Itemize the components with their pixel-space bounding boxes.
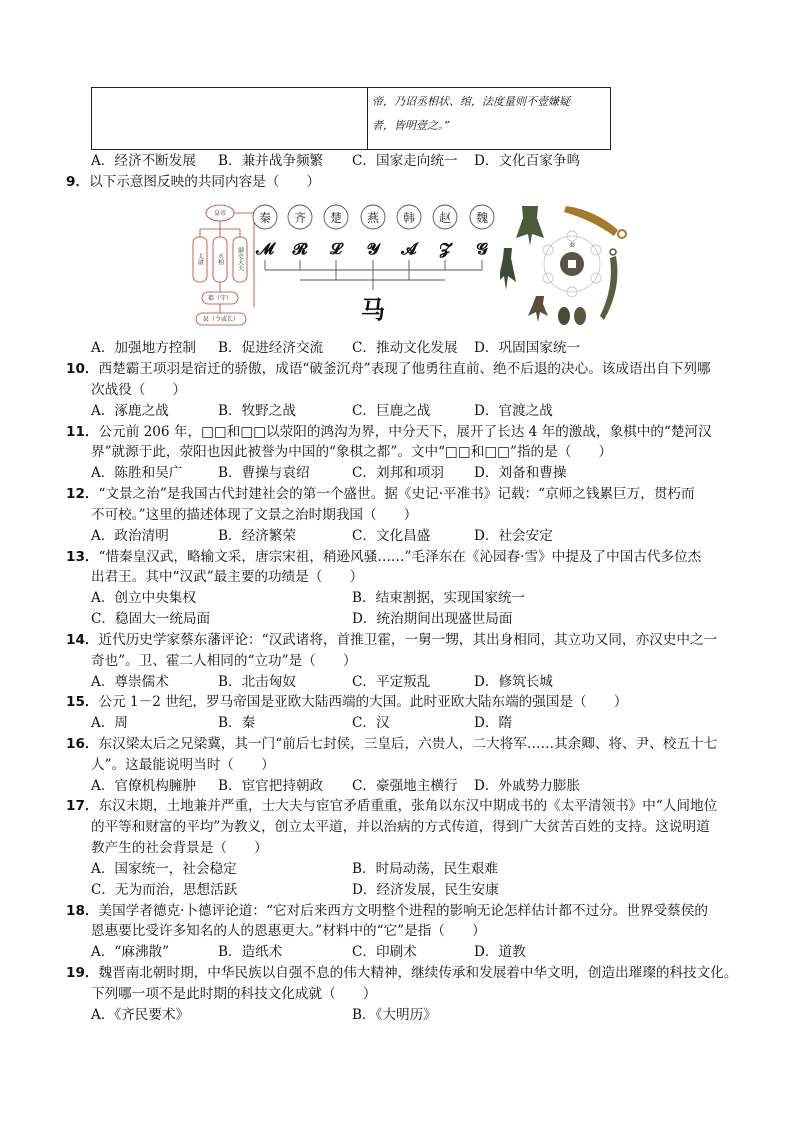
gov-label-chengxiang: 丞相: [216, 253, 224, 265]
q11-option-a: A．陈胜和吴广: [91, 465, 183, 481]
coin-center-label: 秦: [568, 242, 576, 249]
seal-char-chu: 𝓛: [330, 239, 342, 258]
unified-seal-char: 马: [361, 295, 385, 324]
question-11-stem-line-2: 界”就源于此，荥阳也因此被誉为中国的“象棋之都”。文中“□□和□□”指的是（ ）: [91, 444, 613, 460]
state-zhao: 赵: [438, 211, 452, 225]
q14-option-d: D．修筑长城: [474, 674, 553, 690]
q16-option-a: A．官僚机构臃肿: [91, 778, 196, 794]
q8-option-b: B．兼并战争频繁: [218, 153, 324, 169]
question-11-stem-line-1: [66, 423, 712, 442]
q9-option-b: B．促进经济交流: [218, 340, 324, 356]
q12-option-a: A．政治清明: [91, 528, 169, 544]
q17-option-b: B．时局动荡，民生艰难: [352, 861, 498, 877]
q11-option-c: C．刘邦和项羽: [352, 465, 444, 481]
q13-option-d: D．统治期间出现盛世局面: [352, 611, 513, 627]
q14-option-b: B．北击匈奴: [218, 674, 296, 690]
q15-option-b: B．秦: [218, 715, 256, 731]
q12-option-c: C．文化昌盛: [352, 528, 431, 544]
gov-label-emperor: 皇帝: [213, 210, 227, 217]
curved-knife-coin-icon: [600, 256, 618, 320]
question-16-stem-line-2: 人”。这最能说明当时（ ）: [91, 757, 275, 773]
q18-option-d: D．道教: [474, 944, 526, 960]
q19-option-a: A．《齐民要术》: [91, 1007, 190, 1023]
question-14-stem-line-2: 奇也”。卫、霍二人相同的“立功”是（ ）: [91, 653, 357, 669]
question-number: 18．: [66, 903, 99, 919]
question-13-stem-line-2: 出君王。其中“汉武”最主要的功绩是（ ）: [91, 569, 364, 585]
q12-option-d: D．社会安定: [474, 528, 553, 544]
question-number: 15．: [66, 694, 99, 710]
q18-option-b: B．造纸术: [218, 944, 283, 960]
q19-option-b: B．《大明历》: [352, 1007, 437, 1023]
script-unification-diagram: [244, 200, 502, 330]
q16-option-b: B．宦官把持朝政: [218, 778, 324, 794]
q10-option-d: D．官渡之战: [474, 403, 553, 419]
ant-nose-coin-icon: [558, 307, 570, 325]
question-number: 14．: [66, 632, 99, 648]
question-17-stem-line-2: 的平等和财富的平均”为教义，创立太平道，并以治病的方式传道，得到广大贫苦百姓的支持。这说明道: [91, 819, 710, 835]
state-qi: 齐: [293, 211, 307, 225]
seal-char-qin: 𝓜: [256, 239, 274, 258]
q9-option-c: C．推动文化发展: [352, 340, 458, 356]
question-text: “惜秦皇汉武，略输文采，唐宗宋祖，稍逊风骚……”毛泽东在《沁园春·雪》中提及了中国古代多位杰: [98, 549, 702, 565]
q17-option-d: D．经济发展，民生安康: [352, 882, 499, 898]
state-qin: 秦: [258, 211, 272, 225]
gov-label-taiwei: 太尉: [196, 253, 204, 265]
q17-option-c: C．无为而治，思想活跃: [91, 882, 238, 898]
q11-option-b: B．曹操与袁绍: [218, 465, 310, 481]
question-12-stem-line-2: 不可校。”这里的描述体现了文景之治时期我国（ ）: [91, 507, 418, 523]
q17-option-a: A．国家统一，社会稳定: [91, 861, 237, 877]
small-spade-coin-icon: [528, 296, 548, 322]
question-text: 魏晋南北朝时期，中华民族以自强不息的伟大精神，继续传承和发展着中华文明，创造出璀璨的科技文化。: [98, 965, 738, 981]
material-table: [91, 87, 611, 150]
question-text: “文景之治”是我国古代封建社会的第一个盛世。据《史记·平准书》记载：“京师之钱累巨万，贯朽而: [98, 486, 695, 502]
question-number: 9．: [66, 174, 90, 190]
currency-unification-diagram: [500, 198, 630, 333]
gov-label-xian: 县（令或长）: [202, 316, 240, 323]
seal-char-han: 𝓐: [401, 239, 417, 258]
state-chu: 楚: [329, 211, 343, 225]
q8-option-c: C．国家走向统一: [352, 153, 458, 169]
question-16-stem-line-1: [66, 735, 717, 754]
q14-option-a: A．尊崇儒术: [91, 674, 169, 690]
gov-label-yushi: 御史大夫: [236, 247, 244, 271]
question-19-stem-line-2: 下列哪一项不是此时期的科技文化成就（ ）: [91, 986, 377, 1002]
q18-option-c: C．印刷术: [352, 944, 417, 960]
question-number: 16．: [66, 736, 99, 752]
q11-option-d: D．刘备和曹操: [474, 465, 567, 481]
q10-option-c: C．巨鹿之战: [352, 403, 431, 419]
question-15-stem: [66, 693, 627, 712]
seal-char-zhao: 𝓩: [439, 239, 451, 258]
question-number: 10．: [66, 361, 99, 377]
q13-option-c: C．稳固大一统局面: [91, 611, 211, 627]
question-text: 美国学者德克·卜德评论道：“它对后来西方文明整个进程的影响无论怎样估计都不过分。世界受蔡侯的: [98, 903, 708, 919]
q9-option-a: A．加强地方控制: [91, 340, 196, 356]
question-19-stem-line-1: [66, 964, 737, 983]
material-quote-line-1: 帝，乃诏丞相状、绾，法度量则不壹嫌疑: [372, 95, 570, 108]
knife-coin-icon: [564, 206, 618, 236]
seal-char-wei: 𝓖: [476, 239, 488, 258]
q10-option-b: B．牧野之战: [218, 403, 296, 419]
q8-option-a: A．经济不断发展: [91, 153, 196, 169]
question-10-stem-line-2: 次战役（ ）: [91, 382, 187, 398]
question-number: 19．: [66, 965, 99, 981]
q15-option-d: D．隋: [474, 715, 513, 731]
question-number: 11．: [66, 424, 99, 440]
question-9-stem: [66, 173, 320, 192]
material-table-left-cell: [92, 88, 368, 150]
q9-option-d: D．巩固国家统一: [474, 340, 581, 356]
question-18-stem-line-1: [66, 902, 708, 921]
material-table-right-cell: [368, 88, 611, 150]
q12-option-b: B．经济繁荣: [218, 528, 296, 544]
question-text: 公元前 206 年，□□和□□以荥阳的鸿沟为界，中分天下，展开了长达 4 年的激战，象棋中的“楚河汉: [98, 424, 712, 440]
question-10-stem-line-1: [66, 360, 711, 379]
state-wei: 魏: [475, 211, 489, 225]
material-quote-line-2: 者，皆明壹之。”: [372, 119, 450, 132]
spade-coin-icon: [516, 206, 544, 246]
q13-option-b: B．结束割据，实现国家统一: [352, 590, 526, 606]
question-number: 13．: [66, 549, 99, 565]
question-number: 17．: [66, 798, 99, 814]
question-text: 东汉梁太后之兄梁冀，其一门“前后七封侯，三皇后，六贵人，二大将军……其余卿、将、尹、校五十七: [98, 736, 718, 752]
q15-option-c: C．汉: [352, 715, 390, 731]
question-text: 近代历史学家蔡东藩评论：“汉武诸将，首推卫霍，一舅一甥，其出身相同，其立功又同，亦汉史中之一: [98, 632, 718, 648]
q16-option-d: D．外戚势力膨胀: [474, 778, 581, 794]
q14-option-c: C．平定叛乱: [352, 674, 431, 690]
pointed-spade-coin-icon: [500, 248, 516, 290]
question-12-stem-line-1: [66, 485, 695, 504]
q18-option-a: A．“麻沸散”: [91, 944, 170, 960]
question-17-stem-line-1: [66, 797, 717, 816]
question-18-stem-line-2: 恩惠要比受许多知名的人的恩惠更大。”材料中的“它”是指（ ）: [91, 923, 486, 939]
question-text: 以下示意图反映的共同内容是（ ）: [89, 174, 321, 190]
q10-option-a: A．涿鹿之战: [91, 403, 169, 419]
seal-char-qi: 𝓡: [292, 239, 308, 258]
question-text: 东汉末期，土地兼并严重，士大夫与宦官矛盾重重，张角以东汉中期成书的《太平清领书》中“人间地位: [98, 798, 718, 814]
question-17-stem-line-3: 教产生的社会背景是（ ）: [91, 840, 268, 856]
gov-label-jun: 郡（守）: [207, 295, 233, 302]
question-text: 公元 1－2 世纪，罗马帝国是亚欧大陆西端的大国。此时亚欧大陆东端的强国是（ ）: [98, 694, 628, 710]
question-text: 西楚霸王项羽是宿迁的骄傲，成语“破釜沉舟”表现了他勇往直前、绝不后退的决心。该成语出自下列哪: [98, 361, 711, 377]
question-14-stem-line-1: [66, 631, 717, 650]
question-13-stem-line-1: [66, 548, 701, 567]
seal-char-yan: 𝓨: [366, 239, 380, 258]
q13-option-a: A．创立中央集权: [91, 590, 196, 606]
q15-option-a: A．周: [91, 715, 129, 731]
question-number: 12．: [66, 486, 99, 502]
q8-option-d: D．文化百家争鸣: [474, 153, 581, 169]
state-yan: 燕: [366, 211, 380, 225]
state-han: 韩: [402, 211, 416, 225]
q16-option-c: C．豪强地主横行: [352, 778, 458, 794]
